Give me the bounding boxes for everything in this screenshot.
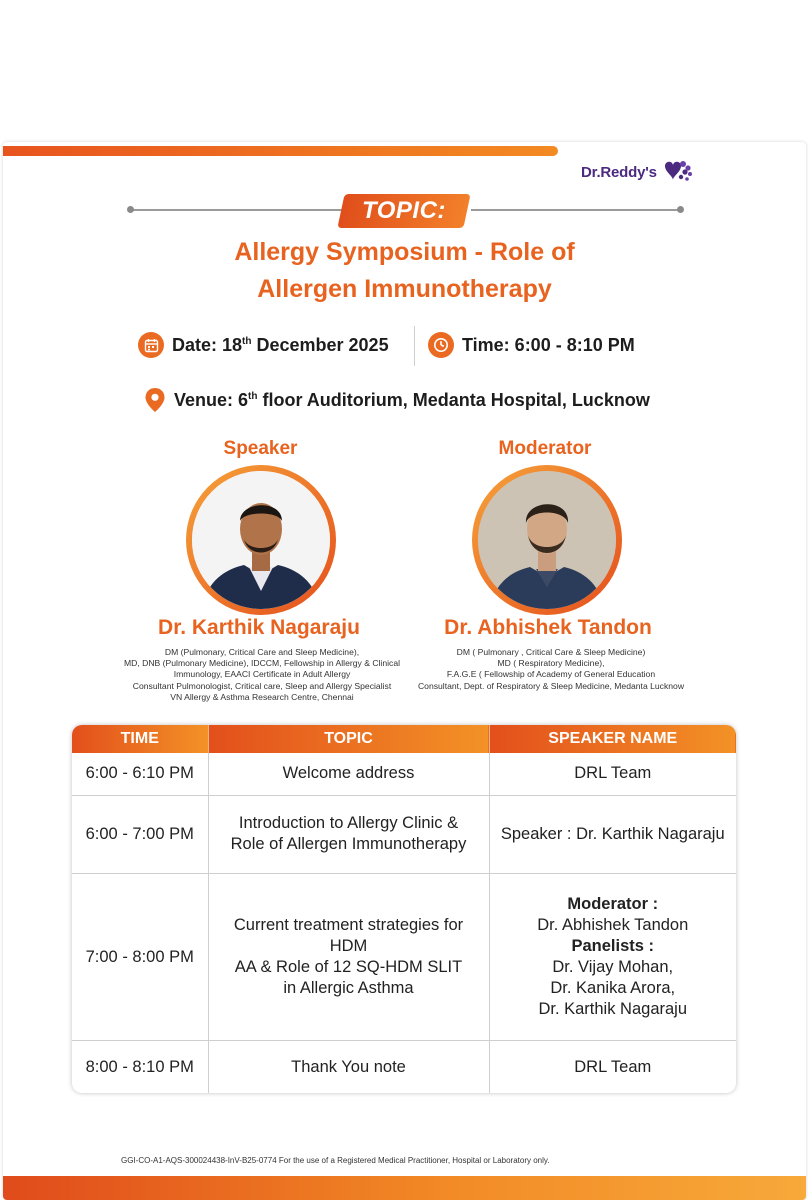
- table-row: [72, 795, 736, 873]
- topic-badge-label: TOPIC:: [362, 197, 446, 224]
- moderator-name: Dr. Abhishek Tandon: [444, 616, 652, 639]
- speaker-credentials: DM (Pulmonary, Critical Care and Sleep Medicine), MD, DNB (Pulmonary Medicine), IDCCM, Fellowship in Allergy & Clinical Immunology, EAACI Certificate in Adult Allergy Consultant Pulmonologist, Critical care, Sleep and Allergy Specialist VN Allergy & Asthma Research Centre, Chennai: [123, 647, 401, 702]
- dr-reddys-logo-icon: [661, 158, 693, 186]
- row-speaker: Speaker : Dr. Karthik Nagaraju: [489, 795, 736, 873]
- clock-icon: [428, 332, 454, 358]
- speaker-avatar: [192, 471, 330, 609]
- topic-divider-right: [471, 209, 681, 211]
- topic-badge: [337, 194, 470, 228]
- row-topic: Current treatment strategies for HDM AA & Role of 12 SQ-HDM SLIT in Allergic Asthma: [208, 874, 489, 1041]
- schedule-table: [72, 725, 736, 1093]
- row-speaker: DRL Team: [489, 753, 736, 795]
- table-row: [72, 1041, 736, 1093]
- header-speaker-name: SPEAKER NAME: [489, 725, 736, 753]
- row-topic: Welcome address: [208, 753, 489, 795]
- title-line-2: Allergen Immunotherapy: [257, 275, 552, 303]
- row-time: 8:00 - 8:10 PM: [72, 1041, 208, 1093]
- event-venue: Venue: 6th floor Auditorium, Medanta Hospital, Lucknow: [174, 389, 650, 410]
- info-separator: [414, 326, 415, 366]
- speaker-photo: [186, 465, 336, 615]
- brand-name: Dr.Reddy's: [581, 163, 657, 181]
- event-flyer: [3, 142, 806, 1200]
- header-time: TIME: [72, 725, 208, 753]
- title-line-1: Allergy Symposium - Role of: [234, 238, 575, 266]
- moderator-avatar: [478, 471, 616, 609]
- location-pin-icon: [144, 387, 166, 413]
- row-speaker: DRL Team: [574, 1057, 652, 1076]
- calendar-icon: [138, 332, 164, 358]
- event-title: [3, 234, 806, 308]
- speaker-heading: Speaker: [223, 438, 298, 459]
- speaker-name: Dr. Karthik Nagaraju: [158, 616, 360, 639]
- header-topic: TOPIC: [208, 725, 489, 753]
- moderator-credentials: DM ( Pulmonary , Critical Care & Sleep Medicine) MD ( Respiratory Medicine), F.A.G.E ( Fellowship of Academy of General Education Consultant, Dept. of Respiratory & Sleep Medicine, Medanta Lucknow: [417, 647, 685, 691]
- event-time: Time: 6:00 - 8:10 PM: [462, 334, 635, 355]
- topic-divider-left: [129, 209, 343, 211]
- table-row: [72, 753, 736, 795]
- divider-dot-left: [127, 206, 134, 213]
- venue-row: [144, 387, 650, 413]
- row-topic: Introduction to Allergy Clinic & Role of Allergen Immunotherapy: [208, 795, 489, 873]
- brand-logo: [581, 157, 693, 187]
- table-row: [72, 874, 736, 1041]
- top-accent-bar: [3, 146, 558, 156]
- time-row: [428, 332, 635, 358]
- row-time: 7:00 - 8:00 PM: [72, 874, 208, 1041]
- moderator-photo: [472, 465, 622, 615]
- row-time: 6:00 - 6:10 PM: [72, 753, 208, 795]
- bottom-accent-bar: [3, 1176, 806, 1200]
- moderator-heading: Moderator: [498, 438, 592, 459]
- footer-disclaimer: GGI-CO-A1-AQS-300024438-InV-B25-0774 For the use of a Registered Medical Practitioner, Hospital or Laboratory only.: [121, 1156, 550, 1165]
- row-time: 6:00 - 7:00 PM: [72, 795, 208, 873]
- date-row: [138, 332, 389, 358]
- divider-dot-right: [677, 206, 684, 213]
- event-date: Date: 18th December 2025: [172, 334, 389, 355]
- row-topic: Thank You note: [208, 1041, 489, 1093]
- row-speaker: Moderator : Dr. Abhishek Tandon Panelists : Dr. Vijay Mohan, Dr. Kanika Arora, Dr. Karthik Nagaraju: [489, 874, 736, 1041]
